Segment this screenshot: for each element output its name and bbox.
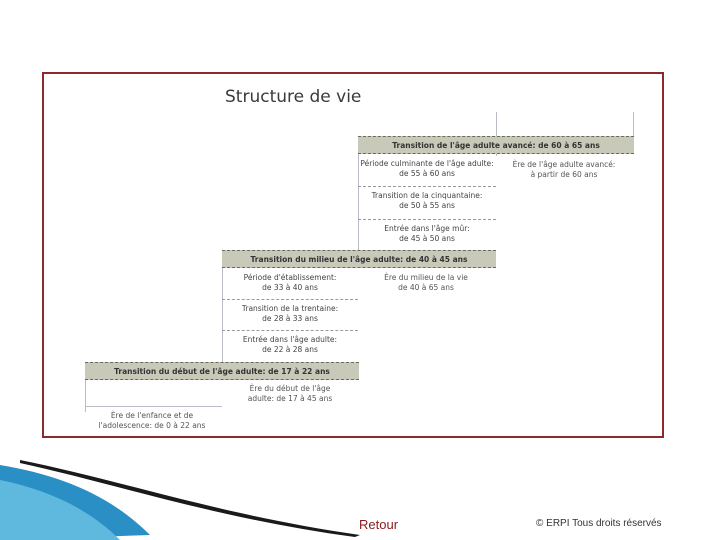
back-link[interactable]: Retour [359,517,399,532]
transition-early-adult: Transition du début de l'âge adulte: de 17 à 22 ans [85,362,359,380]
period-middle-entry [358,221,496,250]
era-name: Ère du début de l'âge [249,384,331,393]
era-range: de 40 à 65 ans [398,283,454,292]
era-name: Ère du milieu de la vie [384,273,468,282]
era-name: Ère de l'enfance et de [110,411,194,420]
period-fifties [358,188,496,220]
period-name: Transition de la trentaine: [241,304,339,313]
period-name: Entrée dans l'âge mûr: [384,224,470,233]
period-name: Entrée dans l'âge adulte: [242,335,338,344]
step-line [85,406,222,407]
period-range: de 28 à 33 ans [262,314,318,323]
period-range: de 22 à 28 ans [262,345,318,354]
copyright-notice: © ERPI Tous droits réservés [536,518,662,529]
step-line [633,112,634,136]
transition-late-adult: Transition de l'âge adulte avancé: de 60 à 65 ans [358,136,634,154]
transition-midlife: Transition du milieu de l'âge adulte: de 40 à 45 ans [222,250,496,268]
period-range: de 50 à 55 ans [399,201,455,210]
period-range: de 33 à 40 ans [262,283,318,292]
period-thirties [222,301,358,331]
period-range: de 45 à 50 ans [399,234,455,243]
era-midlife [362,273,490,293]
era-late-adult [500,160,628,180]
era-range: adulte: de 17 à 45 ans [247,394,333,403]
decorative-swoosh [0,455,360,540]
period-establishment [222,270,358,300]
period-name: Période culminante de l'âge adulte: [360,159,494,168]
era-range: à partir de 60 ans [530,170,598,179]
period-culminating [358,156,496,187]
era-name: Ère de l'âge adulte avancé: [512,160,616,169]
era-early-adult [226,384,354,404]
slide-title: Structure de vie [225,87,362,107]
period-range: de 55 à 60 ans [399,169,455,178]
period-name: Période d'établissement: [243,273,337,282]
period-name: Transition de la cinquantaine: [371,191,483,200]
era-range: l'adolescence: de 0 à 22 ans [98,421,206,430]
era-childhood [86,411,218,431]
period-adult-entry [222,332,358,362]
